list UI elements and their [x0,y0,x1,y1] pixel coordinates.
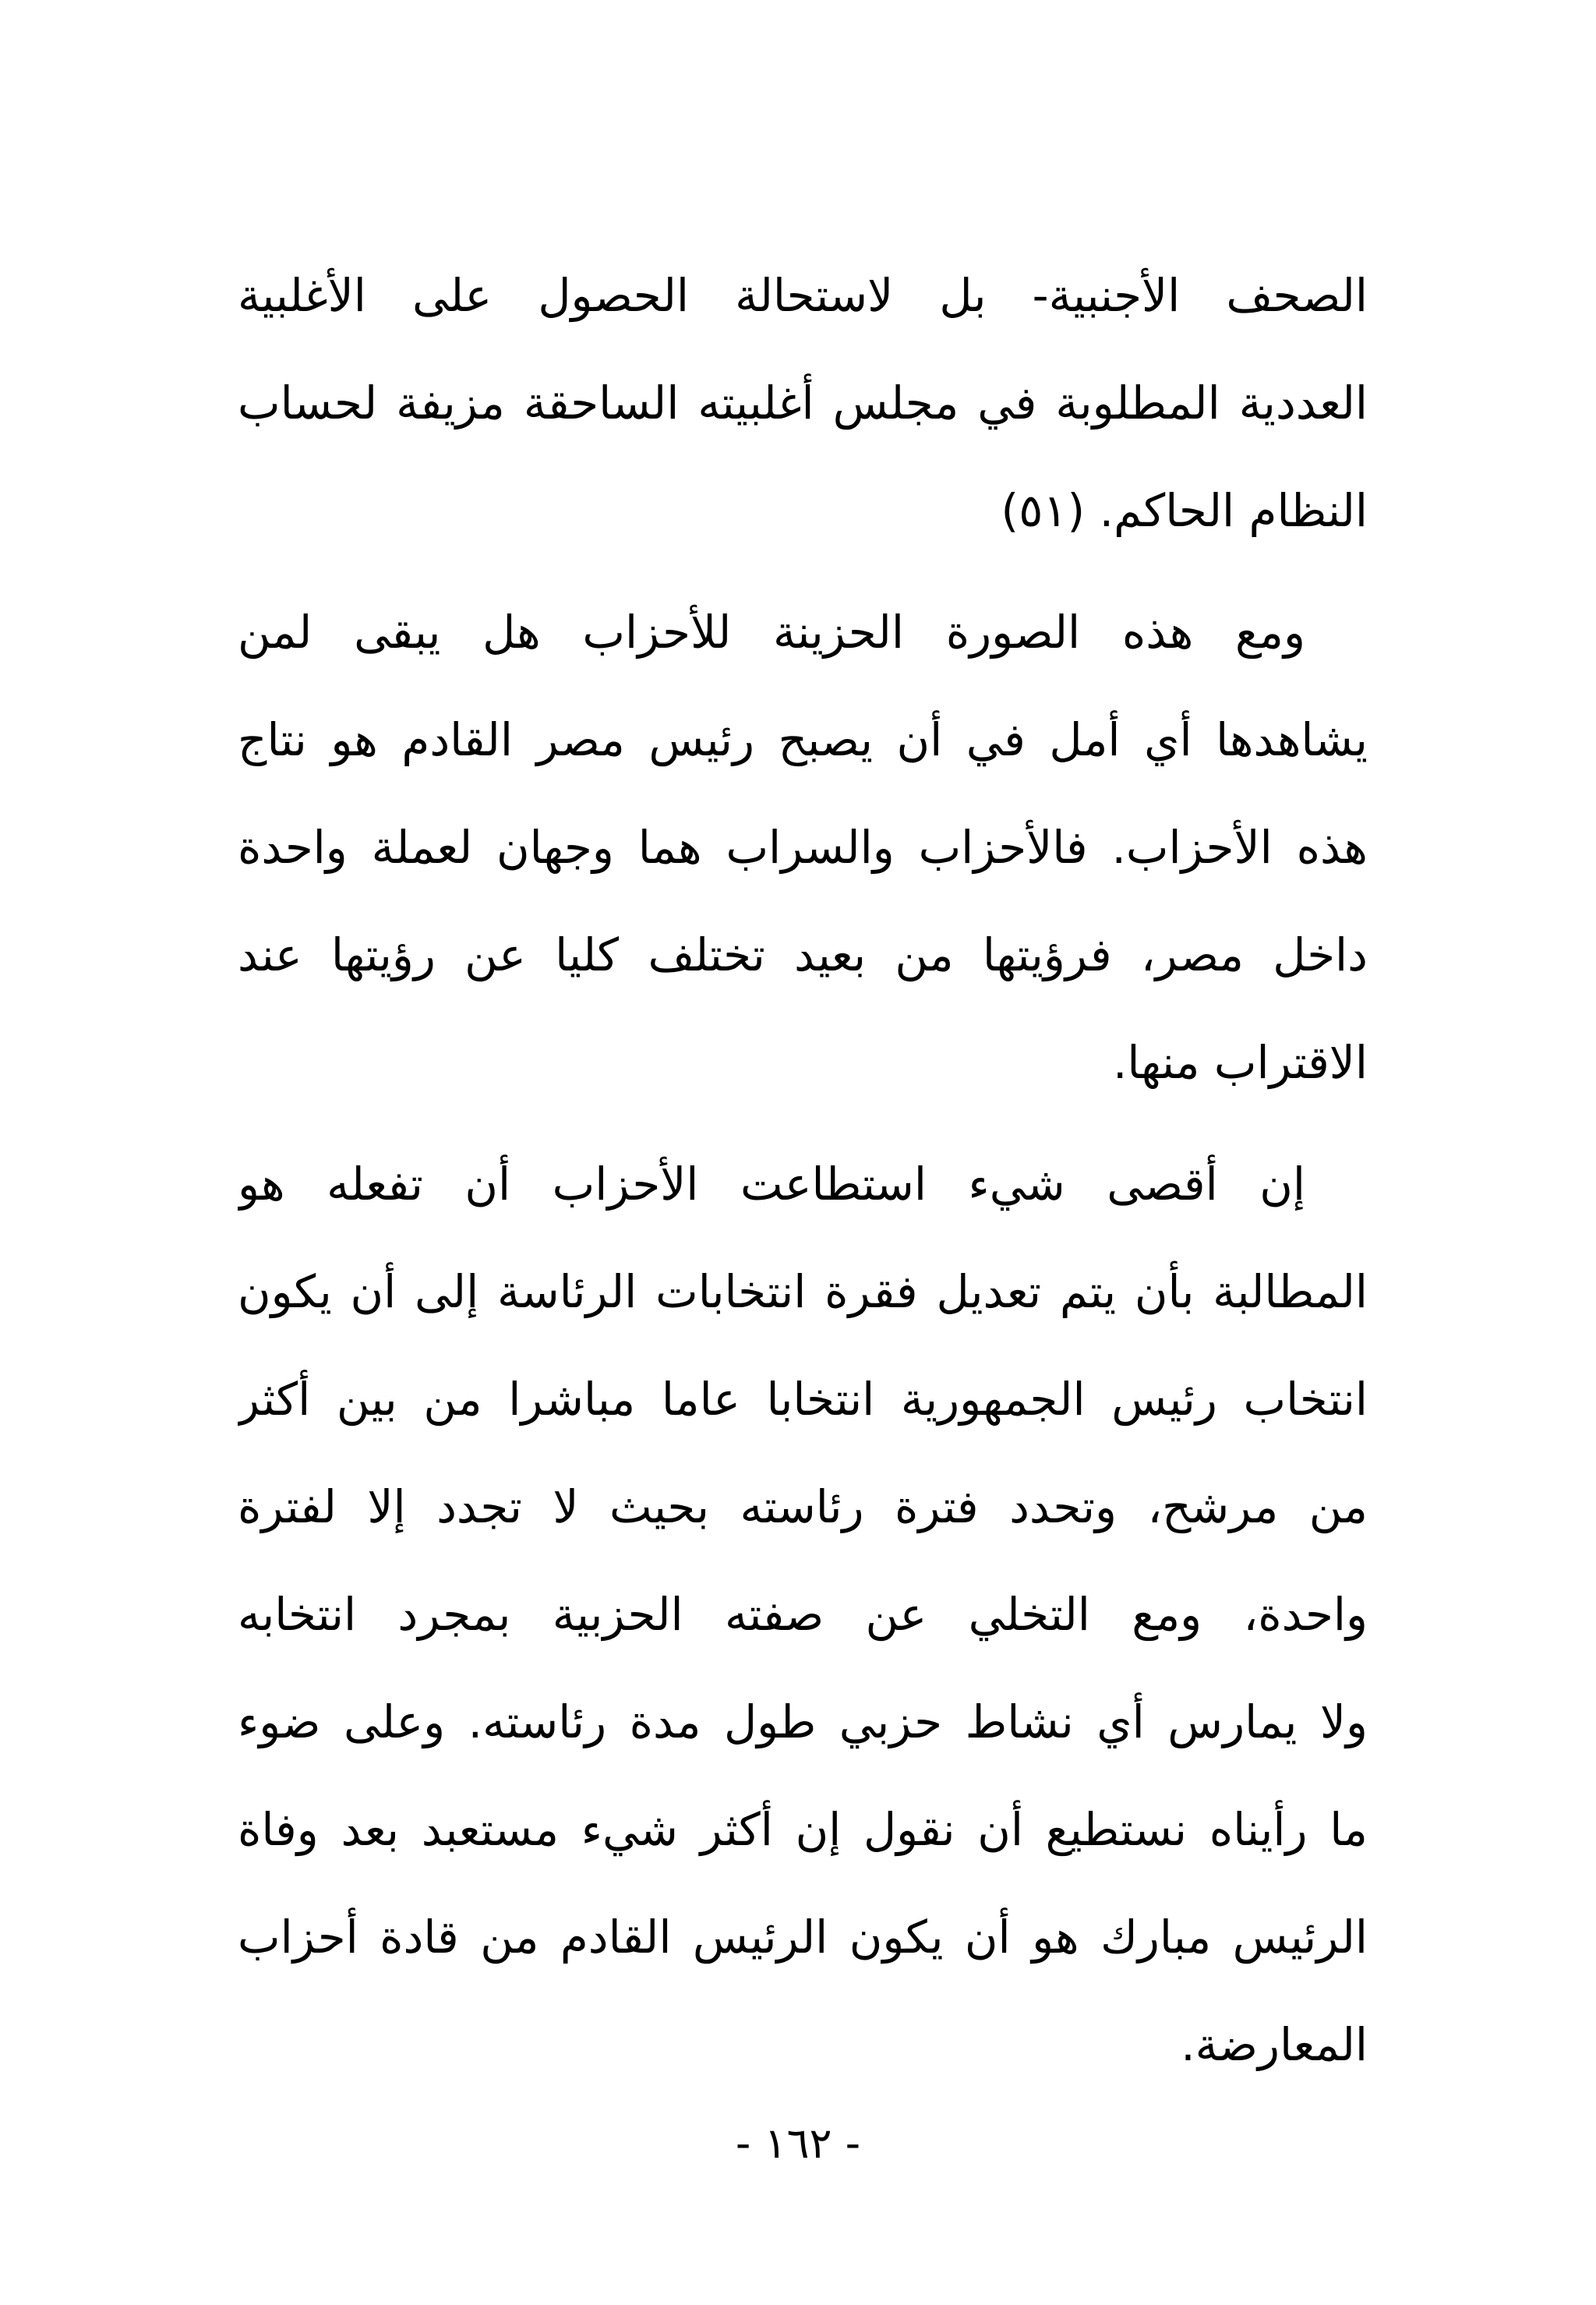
text-line: المعارضة. [1181,2018,1368,2071]
text-line: داخل مصر، فرؤيتها من بعيد تختلف كليا عن رؤيتها عند [238,928,1368,981]
text-line: انتخاب رئيس الجمهورية انتخابا عاما مباشرا من بين أكثر [238,1373,1368,1426]
text-line: ومع هذه الصورة الحزينة للأحزاب هل يبقى لمن [238,606,1305,659]
text-line: من مرشح، وتحدد فترة رئاسته بحيث لا تجدد إلا لفترة [238,1480,1368,1533]
text-line: المطالبة بأن يتم تعديل فقرة انتخابات الرئاسة إلى أن يكون [238,1265,1368,1318]
paragraph-gap [238,1116,1368,1130]
text-line: هذه الأحزاب. فالأحزاب والسراب هما وجهان لعملة واحدة [238,821,1368,874]
text-line: الصحف الأجنبية- بل لاستحالة الحصول على الأغلبية [238,269,1368,322]
text-line: الاقتراب منها. [1113,1036,1368,1089]
body-text [238,242,1368,2098]
text-line: واحدة، ومع التخلي عن صفته الحزبية بمجرد انتخابه [238,1588,1368,1641]
text-line: الرئيس مبارك هو أن يكون الرئيس القادم من قادة أحزاب [238,1911,1368,1964]
text-line: العددية المطلوبة في مجلس أغلبيته الساحقة مزيفة لحساب [238,377,1368,430]
paragraph-gap [238,564,1368,578]
text-line: ولا يمارس أي نشاط حزبي طول مدة رئاسته. وعلى ضوء [238,1695,1368,1748]
text-line: إن أقصى شيء استطاعت الأحزاب أن تفعله هو [238,1158,1305,1211]
text-line: ما رأيناه نستطيع أن نقول إن أكثر شيء مستعبد بعد وفاة [238,1803,1368,1856]
text-line: النظام الحاكم. (٥١) [1001,484,1368,537]
text-line: يشاهدها أي أمل في أن يصبح رئيس مصر القادم هو نتاج [238,713,1368,766]
page-number: - ١٦٢ - [735,2119,861,2168]
